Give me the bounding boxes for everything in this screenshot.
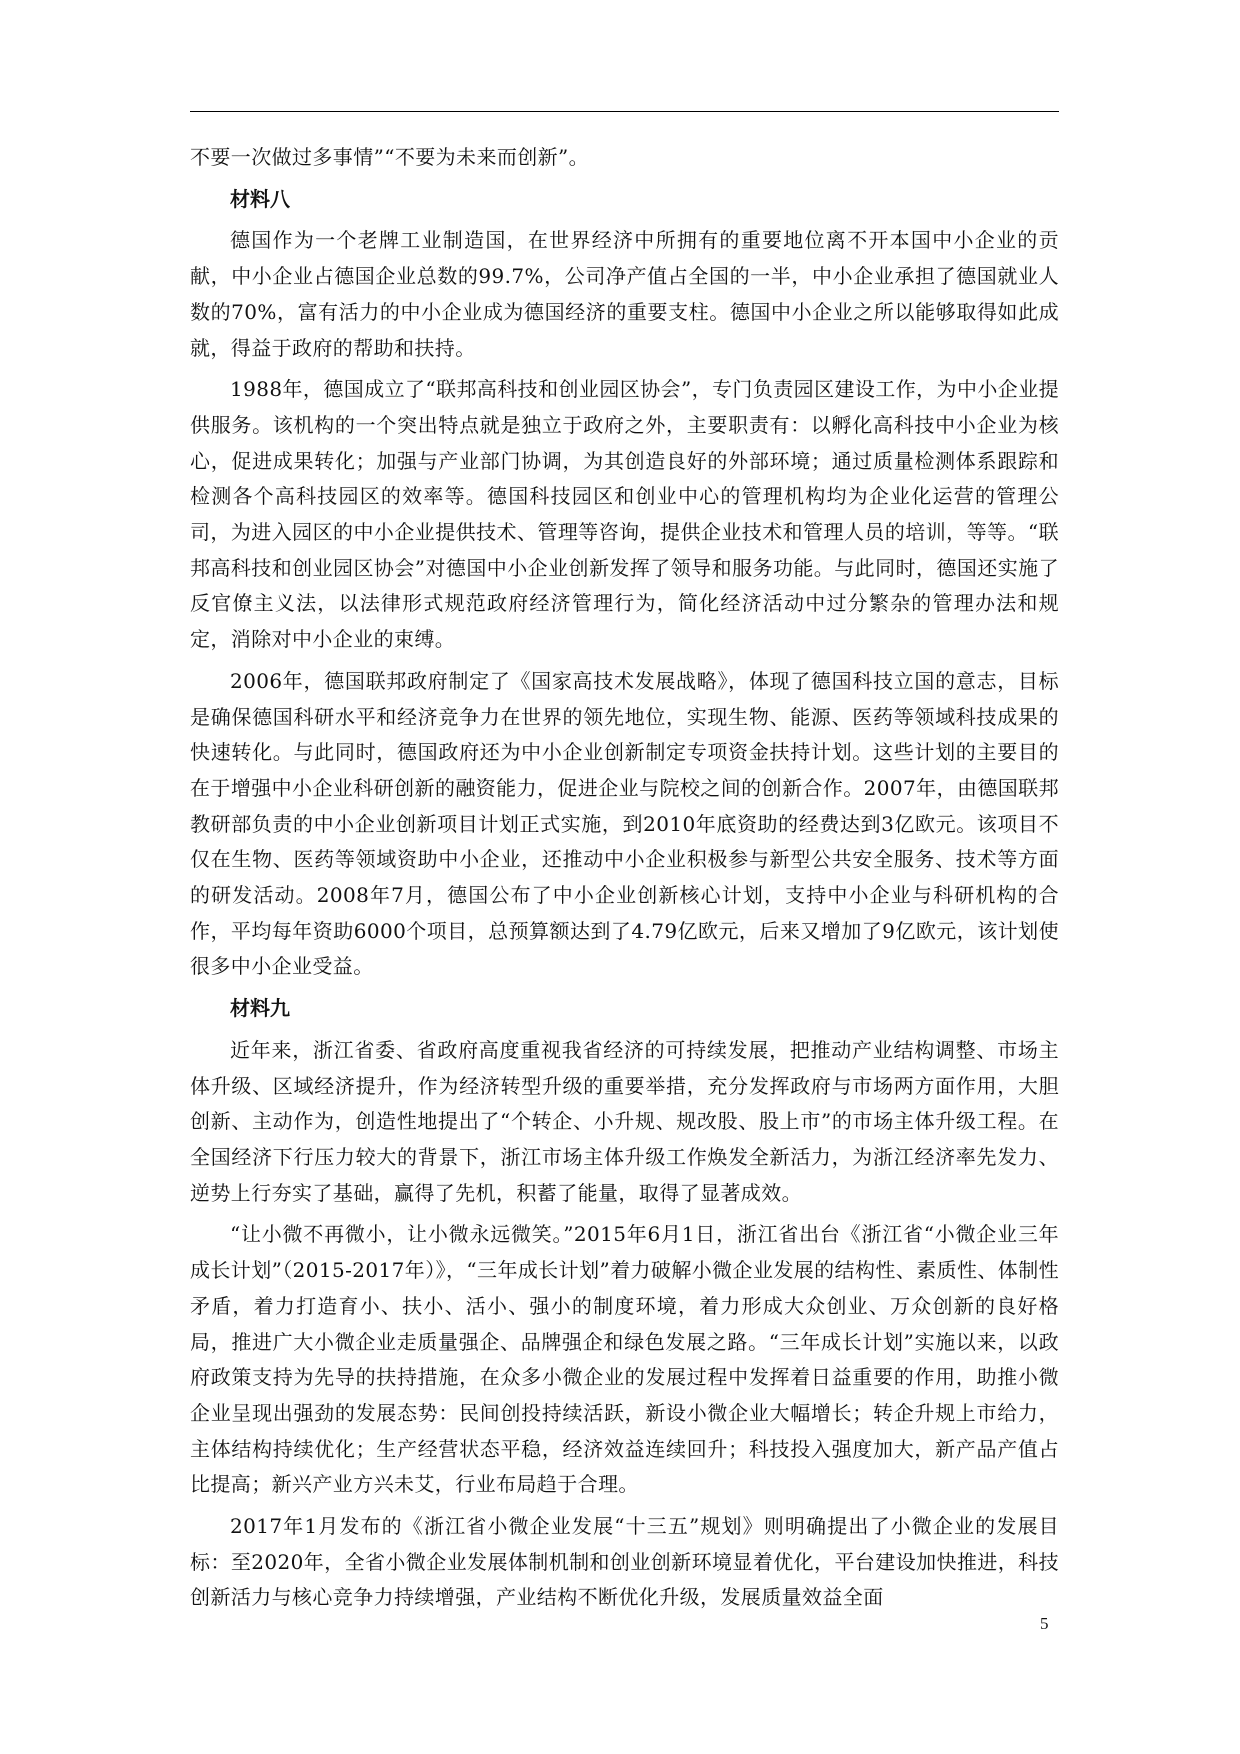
paragraph: 2017年1月发布的《浙江省小微企业发展“十三五”规划》则明确提出了小微企业的发展目标：至2020年，全省小微企业发展体制机制和创业创新环境显着优化，平台建设加快推进，科技创新活力与核心竞争力持续增强，产业结构不断优化升级，发展质量效益全面 [190, 1514, 1059, 1610]
section-heading-material-8: 材料八 [230, 186, 290, 211]
header-rule [190, 111, 1059, 112]
paragraph: 1988年，德国成立了“联邦高科技和创业园区协会”，专门负责园区建设工作，为中小企业提供服务。该机构的一个突出特点就是独立于政府之外，主要职责有：以孵化高科技中小企业为核心，促进成果转化；加强与产业部门协调，为其创造良好的外部环境；通过质量检测体系跟踪和检测各个高科技园区的效率等。德国科技园区和创业中心的管理机构均为企业化运营的管理公司，为进入园区的中小企业提供技术、管理等咨询，提供企业技术和管理人员的培训，等等。“联邦高科技和创业园区协会”对德国中小企业创新发挥了领导和服务功能。与此同时，德国还实施了反官僚主义法，以法律形式规范政府经济管理行为，简化经济活动中过分繁杂的管理办法和规定，消除对中小企业的束缚。 [190, 377, 1059, 652]
paragraph: 近年来，浙江省委、省政府高度重视我省经济的可持续发展，把推动产业结构调整、市场主体升级、区域经济提升，作为经济转型升级的重要举措，充分发挥政府与市场两方面作用，大胆创新、主动作为，创造性地提出了“个转企、小升规、规改股、股上市”的市场主体升级工程。在全国经济下行压力较大的背景下，浙江市场主体升级工作焕发全新活力，为浙江经济率先发力、逆势上行夯实了基础，赢得了先机，积蓄了能量，取得了显著成效。 [190, 1037, 1059, 1205]
paragraph-continuation: 不要一次做过多事情”“不要为未来而创新”。 [190, 145, 590, 169]
paragraph: 德国作为一个老牌工业制造国，在世界经济中所拥有的重要地位离不开本国中小企业的贡献，中小企业占德国企业总数的99.7%，公司净产值占全国的一半，中小企业承担了德国就业人数的70%，富有活力的中小企业成为德国经济的重要支柱。德国中小企业之所以能够取得如此成就，得益于政府的帮助和扶持。 [190, 228, 1059, 360]
section-heading-material-9: 材料九 [230, 996, 290, 1021]
document-body [190, 140, 1059, 1622]
page-number: 5 [1040, 1614, 1049, 1633]
paragraph: 2006年，德国联邦政府制定了《国家高技术发展战略》，体现了德国科技立国的意志，目标是确保德国科研水平和经济竞争力在世界的领先地位，实现生物、能源、医药等领域科技成果的快速转化。与此同时，德国政府还为中小企业创新制定专项资金扶持计划。这些计划的主要目的在于增强中小企业科研创新的融资能力，促进企业与院校之间的创新合作。2007年，由德国联邦教研部负责的中小企业创新项目计划正式实施，到2010年底资助的经费达到3亿欧元。该项目不仅在生物、医药等领域资助中小企业，还推动中小企业积极参与新型公共安全服务、技术等方面的研发活动。2008年7月，德国公布了中小企业创新核心计划，支持中小企业与科研机构的合作，平均每年资助6000个项目，总预算额达到了4.79亿欧元，后来又增加了9亿欧元，该计划使很多中小企业受益。 [190, 668, 1059, 979]
paragraph: “让小微不再微小，让小微永远微笑。”2015年6月1日，浙江省出台《浙江省“小微企业三年成长计划”（2015-2017年）》，“三年成长计划”着力破解小微企业发展的结构性、素质性、体制性矛盾，着力打造育小、扶小、活小、强小的制度环境，着力形成大众创业、万众创新的良好格局，推进广大小微企业走质量强企、品牌强企和绿色发展之路。“三年成长计划”实施以来，以政府政策支持为先导的扶持措施，在众多小微企业的发展过程中发挥着日益重要的作用，助推小微企业呈现出强劲的发展态势：民间创投持续活跃，新设小微企业大幅增长；转企升规上市给力，主体结构持续优化；生产经营状态平稳，经济效益连续回升；科技投入强度加大，新产品产值占比提高；新兴产业方兴未艾，行业布局趋于合理。 [190, 1222, 1059, 1497]
